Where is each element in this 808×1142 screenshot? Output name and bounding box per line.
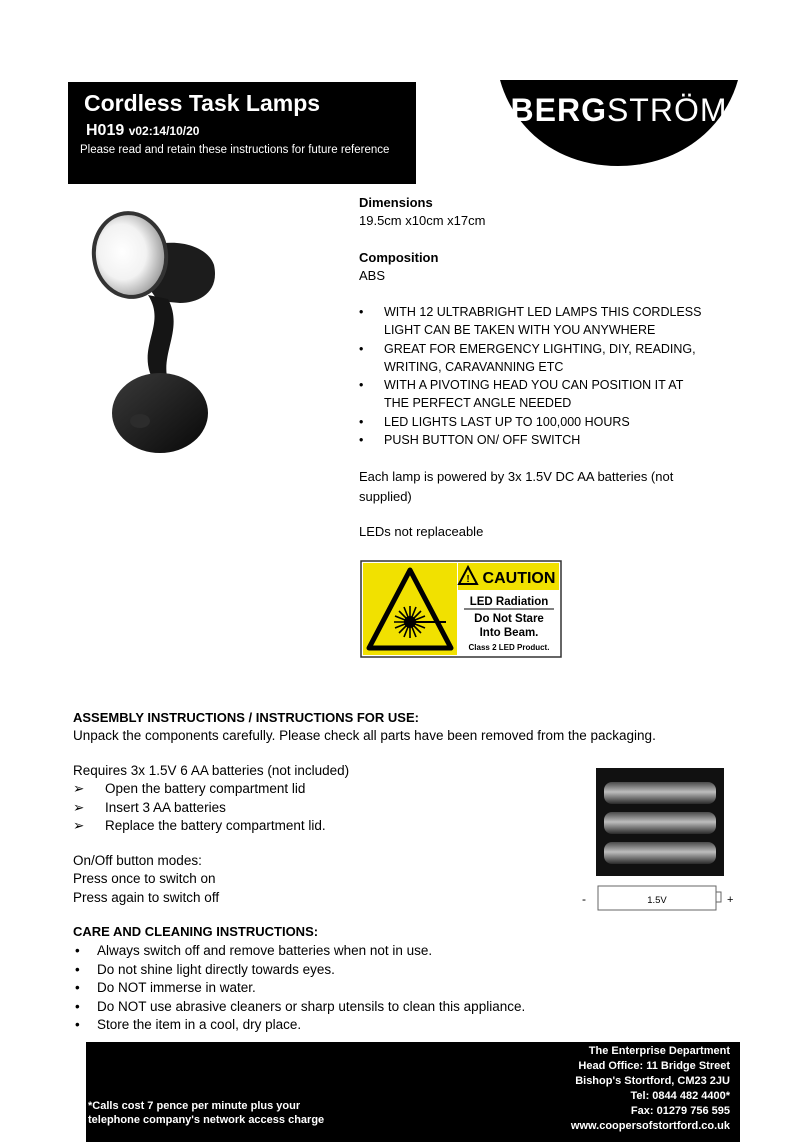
product-code: [86, 122, 199, 140]
power-info: Each lamp is powered by 3x 1.5V DC AA batteries (not supplied): [359, 469, 674, 504]
version-label: v02:14/10/20: [128, 124, 200, 138]
feature-item: • GREAT FOR EMERGENCY LIGHTING, DIY, READING, WRITING, CARAVANNING ETC: [359, 341, 696, 374]
feature-item: • PUSH BUTTON ON/ OFF SWITCH: [359, 433, 581, 448]
assembly-heading: ASSEMBLY INSTRUCTIONS / INSTRUCTIONS FOR USE:: [73, 710, 419, 725]
assembly-step: ➢ Replace the battery compartment lid.: [73, 817, 326, 836]
care-item: • Do NOT use abrasive cleaners or sharp utensils to clean this appliance.: [75, 998, 526, 1014]
battery-minus-label: -: [582, 892, 586, 906]
care-heading: CARE AND CLEANING INSTRUCTIONS:: [73, 924, 319, 939]
brand-logo: [498, 78, 740, 168]
product-code-value: H019: [86, 122, 125, 139]
assembly-steps: [73, 780, 326, 836]
feature-item: • LED LIGHTS LAST UP TO 100,000 HOURS: [359, 414, 630, 429]
mode-again: Press again to switch off: [73, 890, 220, 905]
page-title: Cordless Task Lamps: [84, 90, 321, 116]
logo-bold-text: BERG: [510, 92, 607, 128]
retain-instructions-note: Please read and retain these instructions for future reference: [80, 144, 390, 156]
leds-note: LEDs not replaceable: [359, 524, 484, 539]
lamp-photo: [88, 203, 220, 453]
feature-item: • WITH 12 ULTRABRIGHT LED LAMPS THIS CORDLESS LIGHT CAN BE TAKEN WITH YOU ANYWHERE: [359, 305, 702, 338]
assembly-step: ➢ Open the battery compartment lid: [73, 780, 326, 799]
composition-label: Composition: [359, 250, 439, 265]
battery-plus-label: +: [727, 894, 734, 906]
footer: [86, 1042, 740, 1142]
dimensions-value: 19.5cm x10cm x17cm: [359, 213, 486, 228]
svg-text:!: !: [466, 574, 470, 585]
care-item: • Always switch off and remove batteries when not in use.: [75, 943, 433, 958]
care-item: • Do not shine light directly towards eyes.: [75, 961, 335, 977]
battery-voltage-label: 1.5V: [647, 895, 667, 906]
arrow-icon: ➢: [73, 799, 85, 815]
logo-light-text: STRÖM: [606, 92, 728, 128]
assembly-intro: Unpack the components carefully. Please check all parts have been removed from the packaging.: [73, 728, 656, 743]
caution-line-4: Class 2 LED Product.: [468, 643, 550, 652]
battery-requirement: Requires 3x 1.5V 6 AA batteries (not included): [73, 763, 350, 778]
caution-line-3: Into Beam.: [479, 627, 539, 639]
caution-heading: CAUTION: [482, 570, 556, 587]
modes-heading: On/Off button modes:: [73, 853, 202, 868]
mode-once: Press once to switch on: [73, 871, 216, 886]
feature-item: • WITH A PIVOTING HEAD YOU CAN POSITION IT AT THE PERFECT ANGLE NEEDED: [359, 378, 684, 411]
battery-compartment-diagram: [578, 768, 740, 916]
website-link[interactable]: www.coopersofstortford.co.uk: [570, 1120, 730, 1132]
care-list: [73, 942, 525, 1035]
caution-line-1: LED Radiation: [469, 596, 549, 608]
arrow-icon: ➢: [73, 818, 85, 833]
dimensions-label: Dimensions: [359, 195, 433, 210]
logo-wordmark: [498, 92, 740, 129]
care-item: • Store the item in a cool, dry place.: [75, 1017, 302, 1032]
composition-value: ABS: [359, 268, 386, 283]
care-item: • Do NOT immerse in water.: [75, 980, 256, 995]
caution-line-2: Do Not Stare: [474, 613, 544, 625]
caution-sign: [360, 560, 562, 658]
header-box: [68, 82, 416, 184]
features-list: [359, 303, 719, 449]
assembly-step: ➢ Insert 3 AA batteries: [73, 799, 326, 818]
arrow-icon: ➢: [73, 781, 85, 796]
company-address: The Enterprise Department Head Office: 11 Bridge Street Bishop's Stortford, CM23 2JU Tel: 0844 482 4400* Fax: 01279 756 595 www.coopersofstortford.co.uk: [570, 1045, 730, 1132]
call-cost-note: *Calls cost 7 pence per minute plus your telephone company's network access charge: [88, 1100, 325, 1126]
